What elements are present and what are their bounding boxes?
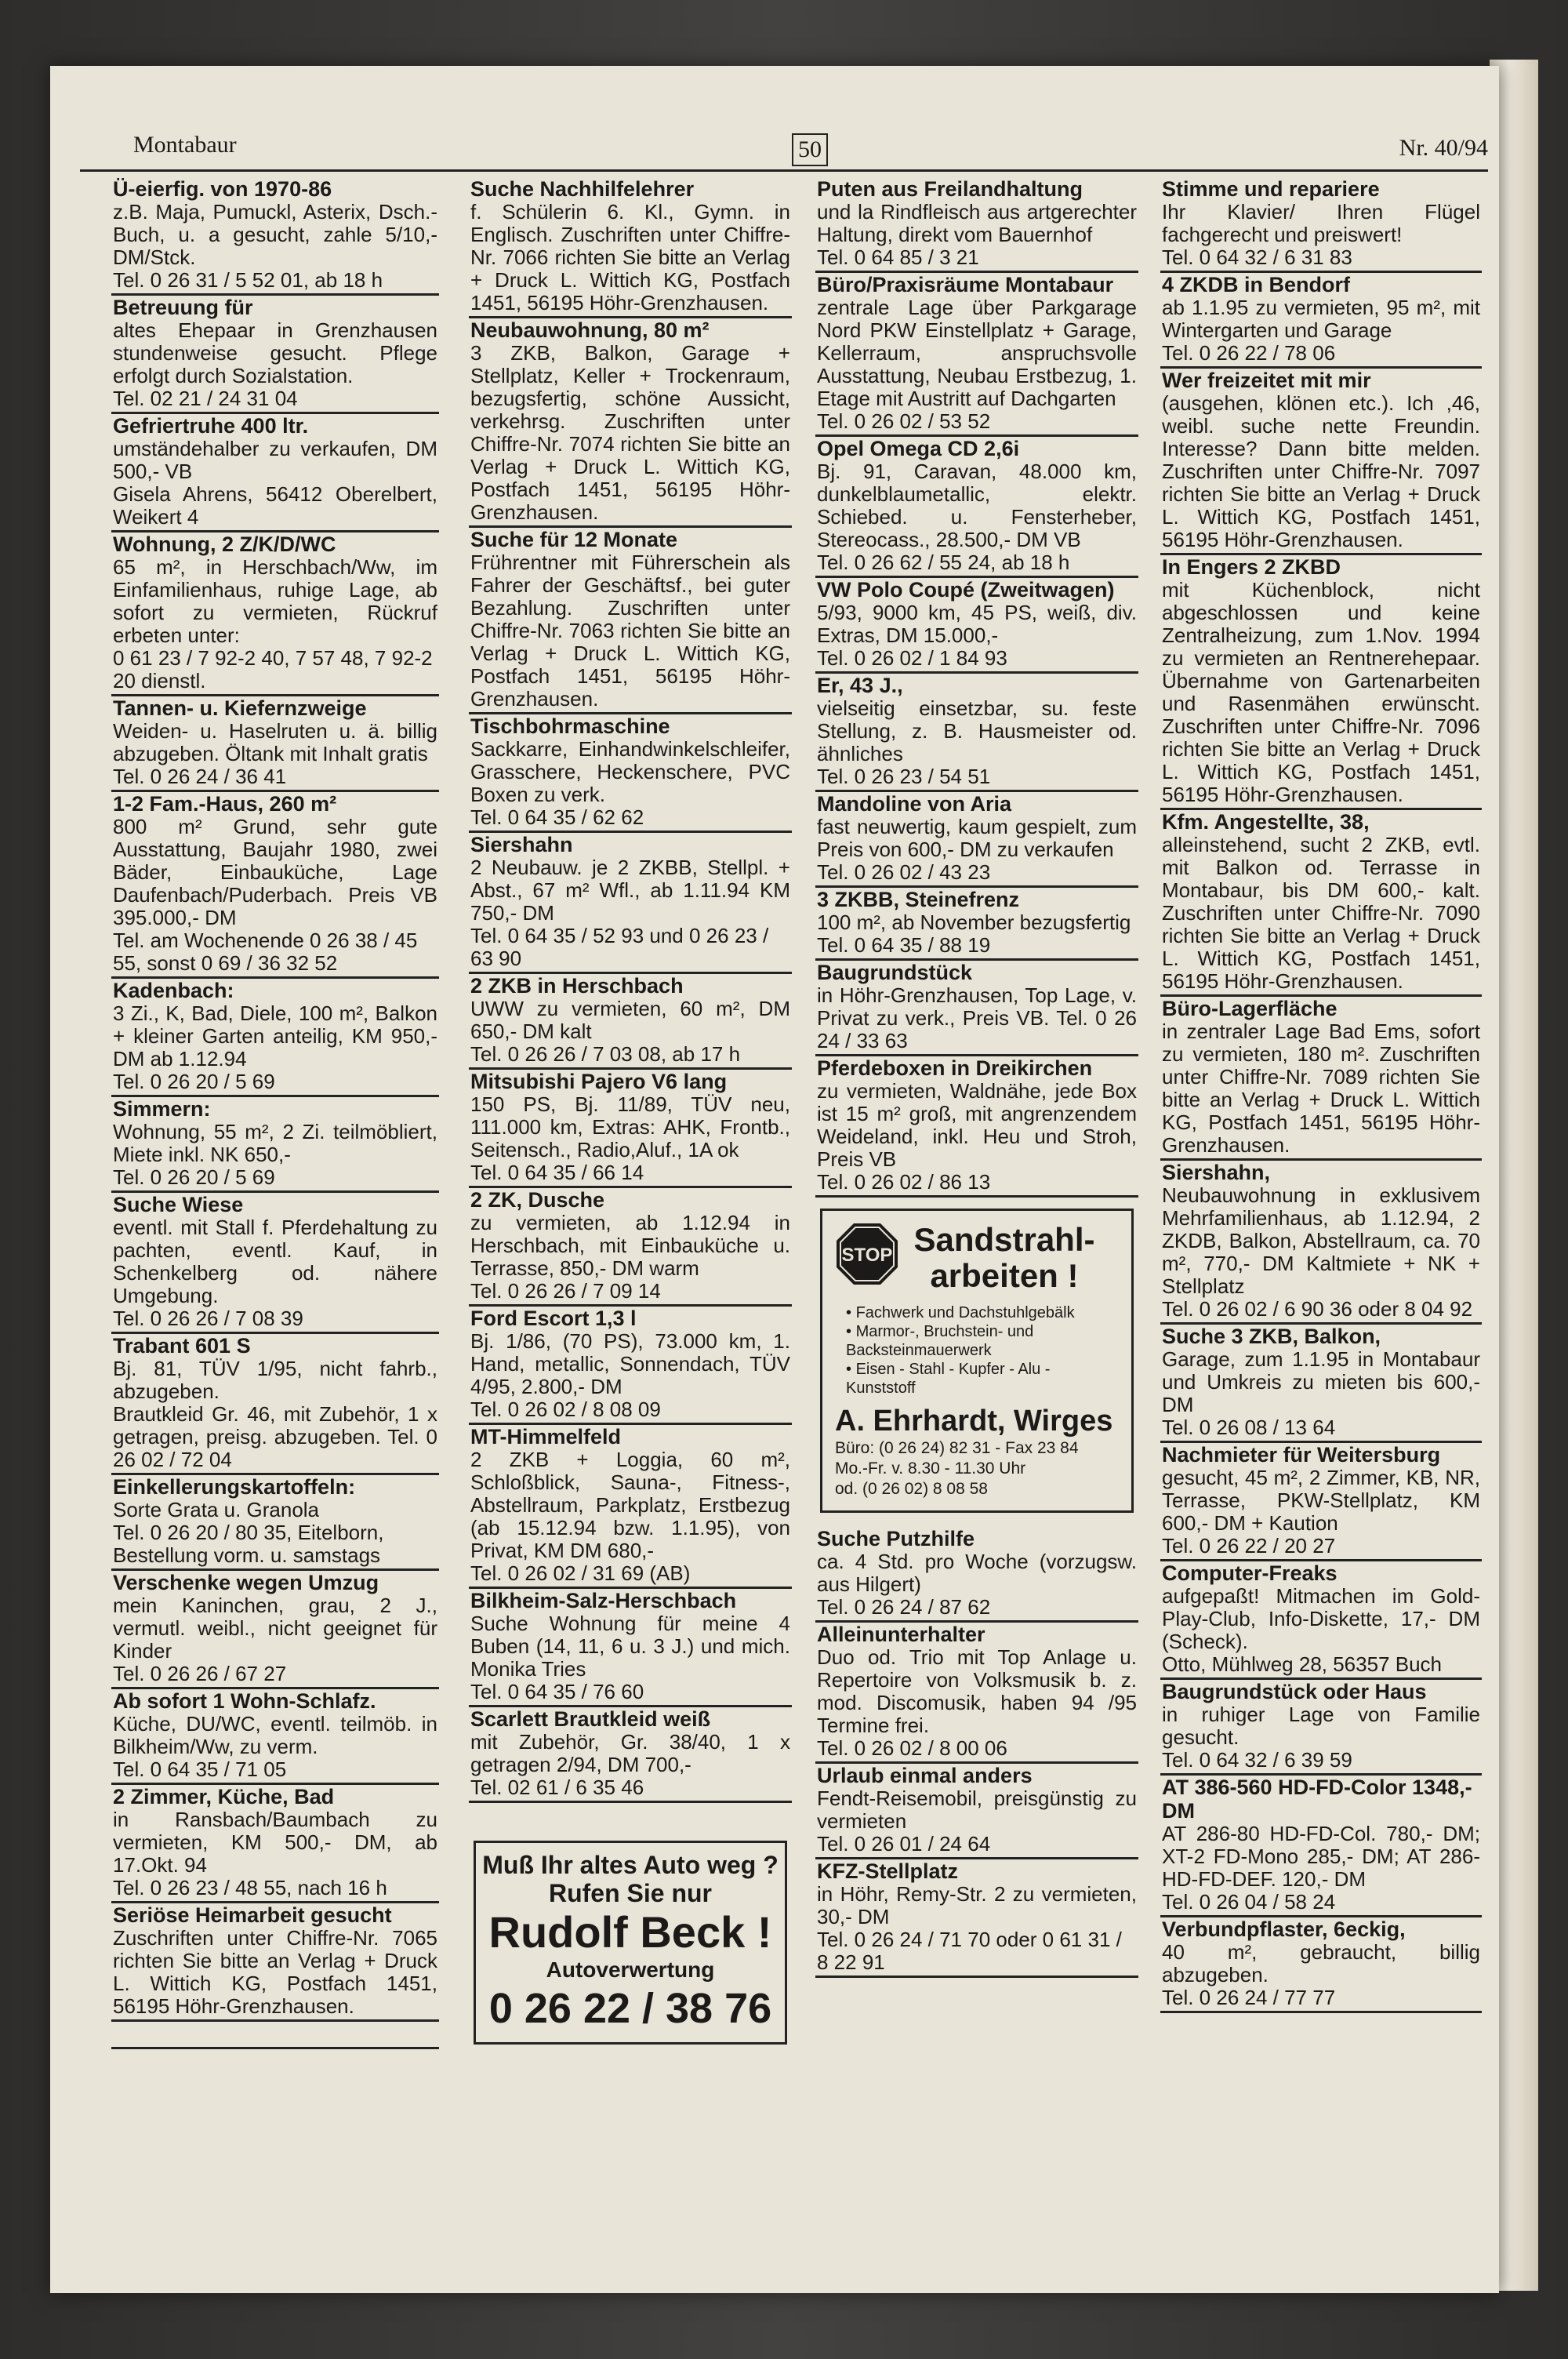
ad-text: AT 286-80 HD-FD-Col. 780,- DM; XT-2 FD-Mono 285,- DM; AT 286-HD-FD-DEF. 120,- DM — [1162, 1822, 1480, 1891]
classified-ad — [815, 1056, 1138, 1198]
ad-text: altes Ehepaar in Grenzhausen stundenweise gesucht. Pflege erfolgt durch Sozialstation. — [113, 318, 437, 387]
stop-headline — [913, 1222, 1094, 1294]
ad-text: mein Kaninchen, grau, 2 J., vermutl. weibl., nicht geeignet für Kinder — [113, 1594, 437, 1663]
ad-text: Tel. 0 26 26 / 67 27 — [113, 1662, 287, 1685]
ad-title: Ü-eierfig. von 1970-86 — [113, 177, 332, 201]
ad-text: Tel. 0 64 35 / 66 14 — [470, 1161, 644, 1184]
ad-text: Tel. 0 26 02 / 8 00 06 — [817, 1736, 1007, 1760]
ad-text: Wohnung, 55 m², 2 Zi. teilmöbliert, Miete inkl. NK 650,- — [113, 1120, 437, 1166]
ad-text: 65 m², in Herschbach/Ww, im Einfamilienhaus, ruhige Lage, ab sofort zu vermieten, Rückruf erbeten unter: — [113, 555, 437, 647]
ad-text: Suche Wohnung für meine 4 Buben (14, 11, 6 u. 3 J.) und mich. Monika Tries — [470, 1612, 790, 1681]
ad-text: 0 61 23 / 7 92-2 40, 7 57 48, 7 92-2 20 dienstl. — [113, 646, 433, 692]
issue-number: Nr. 40/94 — [1399, 135, 1488, 161]
ad-title: Suche Wiese — [113, 1193, 244, 1216]
ad-title: 3 ZKBB, Steinefrenz — [817, 888, 1020, 911]
ad-title: Verschenke wegen Umzug — [113, 1571, 379, 1594]
ad-text: 800 m² Grund, sehr gute Ausstattung, Baujahr 1980, zwei Bäder, Einbauküche, Lage Daufenbach/Puderbach. Preis VB 395.000,- DM — [113, 815, 437, 929]
ad-title: Simmern: — [113, 1097, 211, 1121]
ad-text: zentrale Lage über Parkgarage Nord PKW Einstellplatz + Garage, Kellerraum, anspruchsvolle Ausstattung, Neubau Erstbezug, 1. Etage mit Austritt auf Dachgarten — [817, 296, 1137, 410]
classified-ad — [469, 833, 792, 974]
ad-text: Tel. 0 26 24 / 87 62 — [817, 1595, 991, 1619]
ad-text: Tel. 0 64 35 / 62 62 — [470, 805, 644, 829]
ad-text: Neubauwohnung in exklusivem Mehrfamilienhaus, ab 1.12.94, 2 ZKDB, Balkon, Abstellraum, ca. 70 m², 770,- DM Kaltmiete + NK + Stellplatz — [1162, 1183, 1480, 1298]
ad-text: 2 ZKB + Loggia, 60 m², Schloßblick, Sauna-, Fitness-, Abstellraum, Parkplatz, Erstbezug (ab 15.12.94 bzw. 1.1.95), von Privat, KM DM 680,- — [470, 1448, 790, 1562]
ad-text: Tel. 0 26 62 / 55 24, ab 18 h — [817, 551, 1070, 574]
ad-title: Suche 3 ZKB, Balkon, — [1162, 1325, 1381, 1348]
classified-ad — [111, 792, 439, 979]
ad-title: Pferdeboxen in Dreikirchen — [817, 1056, 1093, 1080]
ad-text: Tel. 0 26 24 / 77 77 — [1162, 1986, 1336, 2009]
ad-text: mit Küchenblock, nicht abgeschlossen und keine Zentralheizung, zum 1.Nov. 1994 zu vermieten an Rentnerehepaar. Übernahme von Gartenarbeiten und Rasenmähen erwünscht. Zuschriften unter Chiffre-Nr. 7096 richten Sie bitte an Verlag + Druck L. Wittich KG, Postfach 1451, 56195 Höhr-Grenzhausen. — [1162, 578, 1480, 806]
ad-text: ab 1.1.95 zu vermieten, 95 m², mit Wintergarten und Garage — [1162, 296, 1480, 342]
stop-sign-text: STOP — [841, 1245, 893, 1266]
ad-title: Neubauwohnung, 80 m² — [470, 318, 710, 342]
classified-ad — [815, 1623, 1138, 1764]
ad-text: f. Schülerin 6. Kl., Gymn. in Englisch. Zuschriften unter Chiffre-Nr. 7066 richten Sie bitte an Verlag + Druck L. Wittich KG, Postfach 1451, 56195 Höhr-Grenzhausen. — [470, 200, 790, 314]
ad-text: in ruhiger Lage von Familie gesucht. — [1162, 1703, 1480, 1749]
classified-ad — [815, 437, 1138, 578]
ad-text: in Höhr, Remy-Str. 2 zu vermieten, 30,- DM — [817, 1882, 1137, 1928]
ad-text: 3 Zi., K, Bad, Diele, 100 m², Balkon + kleiner Garten anteilig, KM 950,- DM ab 1.12.94 — [113, 1001, 437, 1070]
ad-text: Fendt-Reisemobil, preisgünstig zu vermieten — [817, 1787, 1137, 1833]
ad-text: Tel. 0 26 02 / 1 84 93 — [817, 646, 1007, 670]
ad-text: Tel. 0 64 85 / 3 21 — [817, 245, 979, 269]
classified-ad — [815, 674, 1138, 792]
ad-title: Nachmieter für Weitersburg — [1162, 1443, 1441, 1467]
ad-text: Tel. 0 64 35 / 88 19 — [817, 933, 991, 957]
ad-title: Seriöse Heimarbeit gesucht — [113, 1903, 392, 1927]
ad-text: Küche, DU/WC, eventl. teilmöb. in Bilkheim/Ww, zu verm. — [113, 1712, 437, 1758]
ad-text: 3 ZKB, Balkon, Garage + Stellplatz, Keller + Trockenraum, bezugsfertig, schöne Aussicht, verkehrsg. Zuschriften unter Chiffre-Nr. 7074 richten Sie bitte an Verlag + Druck L. Wittich KG, Postfach 1451, 56195 Höhr-Grenzhausen. — [470, 341, 790, 524]
classified-ad — [469, 1707, 792, 1803]
classified-ad — [1160, 1161, 1482, 1325]
ad-title: 1-2 Fam.-Haus, 260 m² — [113, 792, 337, 816]
column-2-wrap — [469, 177, 792, 2248]
classified-ad — [111, 177, 439, 296]
ad-text: Tel. 0 26 08 / 13 64 — [1162, 1416, 1336, 1439]
ad-text: Tel. 0 26 02 / 53 52 — [817, 409, 991, 433]
ad-title: VW Polo Coupé (Zweitwagen) — [817, 578, 1115, 602]
ad-title: Suche Putzhilfe — [817, 1527, 975, 1550]
ad-text: (ausgehen, klönen etc.). Ich ,46, weibl. suche nette Freundin. Interesse? Dann bitte melden. Zuschriften unter Chiffre-Nr. 7097 richten Sie bitte an Verlag + Druck L. Wittich KG, Postfach 1451, 56195 Höhr-Grenzhausen. — [1162, 391, 1480, 551]
stop-item: • Eisen - Stahl - Kupfer - Alu - Kunststoff — [846, 1360, 1119, 1398]
page-number: 50 — [792, 133, 828, 166]
ad-text: 100 m², ab November bezugsfertig — [817, 911, 1131, 934]
ad-text: Tel. 0 26 02 / 8 08 09 — [470, 1398, 661, 1421]
ad-title: Er, 43 J., — [817, 674, 903, 697]
beck-sub: Autoverwertung — [546, 1957, 715, 1982]
stop-hours: Mo.-Fr. v. 8.30 - 11.30 Uhr — [835, 1459, 1026, 1478]
ad-text: und la Rindfleisch aus artgerechter Haltung, direkt vom Bauernhof — [817, 200, 1137, 246]
ad-title: Betreuung für — [113, 296, 253, 319]
ad-text: z.B. Maja, Pumuckl, Asterix, Dsch.-Buch, u. a gesucht, zahle 5/10,- DM/Stck. — [113, 200, 437, 269]
classified-ad — [1160, 555, 1482, 810]
ad-text: Tel. 0 26 02 / 6 90 36 oder 8 04 92 — [1162, 1297, 1473, 1321]
classified-ad — [111, 1571, 439, 1689]
ad-title: Stimme und repariere — [1162, 177, 1380, 201]
classified-ad — [111, 1475, 439, 1571]
ad-title: Trabant 601 S — [113, 1334, 251, 1358]
ad-title: Büro-Lagerfläche — [1162, 997, 1338, 1020]
ad-text: in Höhr-Grenzhausen, Top Lage, v. Privat zu verk., Preis VB. Tel. 0 26 24 / 33 63 — [817, 983, 1137, 1052]
ad-title: Verbundpflaster, 6eckig, — [1162, 1917, 1406, 1941]
classified-ad — [815, 792, 1138, 888]
ad-text: Tel. 0 26 26 / 7 09 14 — [470, 1279, 661, 1303]
ad-title: Wer freizeitet mit mir — [1162, 369, 1371, 392]
ad-text: Tel. 0 26 02 / 43 23 — [817, 860, 991, 884]
ad-title: Mandoline von Aria — [817, 792, 1012, 816]
ad-text: Tel. 0 26 20 / 80 35, Eitelborn, Bestellung vorm. u. samstags — [113, 1521, 384, 1567]
ad-text: Weiden- u. Haselruten u. ä. billig abzugeben. Öltank mit Inhalt gratis — [113, 719, 437, 765]
ad-title: Wohnung, 2 Z/K/D/WC — [113, 533, 336, 556]
ad-title: Siershahn, — [1162, 1161, 1271, 1184]
classified-ad — [1160, 369, 1482, 555]
ad-text: Garage, zum 1.1.95 in Montabaur und Umkreis zu mieten bis 600,- DM — [1162, 1347, 1480, 1416]
classified-ad — [469, 528, 792, 714]
classified-ad — [1160, 273, 1482, 369]
ad-title: AT 386-560 HD-FD-Color 1348,- DM — [1162, 1776, 1472, 1823]
ad-text: Tel. 0 26 20 / 5 69 — [113, 1165, 275, 1189]
ad-text: Tel. 0 26 02 / 86 13 — [817, 1170, 991, 1194]
ad-text: 2 Neubauw. je 2 ZKBB, Stellpl. + Abst., 67 m² Wfl., ab 1.11.94 KM 750,- DM — [470, 856, 790, 925]
ad-title: Kfm. Angestellte, 38, — [1162, 810, 1370, 834]
ad-title: Computer-Freaks — [1162, 1561, 1338, 1585]
ad-text: 40 m², gebraucht, billig abzugeben. — [1162, 1940, 1480, 1986]
ad-text: Tel. 0 26 04 / 58 24 — [1162, 1890, 1336, 1914]
ad-text: mit Zubehör, Gr. 38/40, 1 x getragen 2/94, DM 700,- — [470, 1730, 790, 1776]
column-3-top — [815, 177, 1138, 1198]
ad-title: 2 Zimmer, Küche, Bad — [113, 1785, 335, 1808]
stop-head1: Sandstrahl- — [913, 1221, 1095, 1258]
ad-text: Tel. 02 21 / 24 31 04 — [113, 387, 298, 410]
beck-line2: Rufen Sie nur — [548, 1879, 712, 1907]
ad-text: Tel. 0 64 35 / 52 93 und 0 26 23 / 63 90 — [470, 924, 769, 970]
ad-title: Tischbohrmaschine — [470, 714, 670, 738]
ad-title: Urlaub einmal anders — [817, 1764, 1033, 1787]
sandstrahl-advert — [820, 1209, 1134, 1513]
ad-text: 5/93, 9000 km, 45 PS, weiß, div. Extras, DM 15.000,- — [817, 601, 1137, 647]
classified-ad — [111, 296, 439, 414]
ad-title: Suche für 12 Monate — [470, 528, 678, 551]
stop-head2: arbeiten ! — [930, 1257, 1079, 1294]
ad-text: zu vermieten, Waldnähe, jede Box ist 15 m² groß, mit angrenzendem Weideland, inkl. Heu und Stroh, Preis VB — [817, 1079, 1137, 1171]
ad-text: Tel. 0 26 26 / 7 08 39 — [113, 1307, 303, 1330]
header-place: Montabaur — [133, 132, 237, 158]
ad-title: Ab sofort 1 Wohn-Schlafz. — [113, 1689, 376, 1713]
classified-ad — [111, 696, 439, 792]
beck-name: Rudolf Beck ! — [488, 1907, 772, 1957]
ad-title: 2 ZK, Dusche — [470, 1188, 605, 1212]
column-4 — [1160, 177, 1482, 2248]
ad-text: Tel. 0 64 32 / 6 39 59 — [1162, 1748, 1352, 1772]
column-3-bottom — [815, 1527, 1138, 1978]
ad-title: In Engers 2 ZKBD — [1162, 555, 1341, 579]
column-2 — [469, 177, 792, 1803]
ad-text: Bj. 81, TÜV 1/95, nicht fahrb., abzugeben. — [113, 1357, 437, 1403]
ad-title: 2 ZKB in Herschbach — [470, 974, 684, 998]
ad-text: Tel. am Wochenende 0 26 38 / 45 55, sonst 0 69 / 36 32 52 — [113, 929, 418, 975]
classified-ad — [1160, 1917, 1482, 2013]
ad-text: eventl. mit Stall f. Pferdehaltung zu pachten, eventl. Kauf, in Schenkelberg od. nähere Umgebung. — [113, 1216, 437, 1307]
stop-office: Büro: (0 26 24) 82 31 - Fax 23 84 — [835, 1439, 1079, 1457]
ad-text: Tel. 0 26 23 / 48 55, nach 16 h — [113, 1876, 387, 1899]
ad-text: Sorte Grata u. Granola — [113, 1498, 320, 1521]
ad-title: Bilkheim-Salz-Herschbach — [470, 1589, 737, 1612]
ad-title: Kadenbach: — [113, 979, 234, 1002]
ad-text: Bj. 91, Caravan, 48.000 km, dunkelblaumetallic, elektr. Schiebed. u. Fensterheber, Stereocass., 28.500,- DM VB — [817, 460, 1137, 551]
ad-text: Tel. 0 26 24 / 36 41 — [113, 765, 287, 788]
stop-firm: A. Ehrhardt, Wirges — [835, 1405, 1113, 1438]
classified-ad — [815, 1527, 1138, 1623]
ad-text: Tel. 0 26 01 / 24 64 — [817, 1832, 991, 1856]
classified-ad — [111, 1334, 439, 1475]
classified-ad — [469, 1070, 792, 1188]
classified-ad — [111, 1903, 439, 2022]
ad-title: Baugrundstück oder Haus — [1162, 1680, 1427, 1703]
classified-ad — [1160, 1680, 1482, 1776]
ad-title: Einkellerungskartoffeln: — [113, 1475, 356, 1499]
stop-item: • Marmor-, Bruchstein- und Backsteinmauerwerk — [846, 1322, 1119, 1360]
ad-title: Büro/Praxisräume Montabaur — [817, 273, 1114, 296]
ad-text: in zentraler Lage Bad Ems, sofort zu vermieten, 180 m². Zuschriften unter Chiffre-Nr. 7089 richten Sie bitte an Verlag + Druck L. Wittich KG, Postfach 1451, 56195 Höhr-Grenzhausen. — [1162, 1020, 1480, 1157]
stop-sign-icon — [835, 1222, 899, 1286]
ad-title: Baugrundstück — [817, 961, 973, 984]
ad-text: Tel. 0 26 22 / 78 06 — [1162, 341, 1336, 365]
classified-ad — [1160, 177, 1482, 273]
ad-title: Siershahn — [470, 833, 573, 856]
ad-text: Tel. 0 26 02 / 31 69 (AB) — [470, 1561, 691, 1585]
classified-ad — [1160, 1443, 1482, 1561]
ad-title: Ford Escort 1,3 l — [470, 1307, 637, 1330]
ad-text: in Ransbach/Baumbach zu vermieten, KM 500,- DM, ab 17.Okt. 94 — [113, 1808, 437, 1877]
classified-ad — [1160, 1776, 1482, 1917]
ad-text: Tel. 0 64 32 / 6 31 83 — [1162, 245, 1352, 269]
classified-ad — [111, 1097, 439, 1193]
classified-ad — [111, 1193, 439, 1334]
classified-ad — [1160, 1325, 1482, 1443]
classified-ad — [815, 1764, 1138, 1859]
ad-text: Frührentner mit Führerschein als Fahrer der Geschäftsf., bei guter Bezahlung. Zuschriften unter Chiffre-Nr. 7063 richten Sie bitte an Verlag + Druck L. Wittich KG, Postfach 1451, 56195 Höhr-Grenzhausen. — [470, 551, 790, 711]
ad-title: Opel Omega CD 2,6i — [817, 437, 1020, 460]
classified-ad — [469, 1589, 792, 1707]
classified-ad — [111, 533, 439, 696]
classified-ad — [469, 318, 792, 528]
ad-text: Duo od. Trio mit Top Anlage u. Repertoire von Volksmusik b. z. mod. Discomusik, haben 94 /95 Termine frei. — [817, 1645, 1137, 1737]
beck-line1: Muß Ihr altes Auto weg ? — [482, 1851, 779, 1879]
ad-text: Tel. 0 26 22 / 20 27 — [1162, 1534, 1336, 1558]
ad-text: 150 PS, Bj. 11/89, TÜV neu, 111.000 km, Extras: AHK, Frontb., Seitensch., Radio,Aluf., 1A ok — [470, 1092, 790, 1161]
ad-text: Brautkleid Gr. 46, mit Zubehör, 1 x getragen, preisg. abzugeben. Tel. 0 26 02 / 72 04 — [113, 1402, 437, 1471]
stop-alt-phone: od. (0 26 02) 8 08 58 — [835, 1480, 988, 1498]
ad-text: Tel. 0 26 23 / 54 51 — [817, 765, 991, 788]
column-1 — [111, 177, 439, 2248]
ad-text: Otto, Mühlweg 28, 56357 Buch — [1162, 1652, 1443, 1676]
ad-text: vielseitig einsetzbar, su. feste Stellung, z. B. Hausmeister od. ähnliches — [817, 696, 1137, 765]
ad-text: Zuschriften unter Chiffre-Nr. 7065 richten Sie bitte an Verlag + Druck L. Wittich KG, Postfach 1451, 56195 Höhr-Grenzhausen. — [113, 1926, 437, 2018]
ad-text: Tel. 0 26 20 / 5 69 — [113, 1070, 275, 1093]
ad-text: Ihr Klavier/ Ihren Flügel fachgerecht und preiswert! — [1162, 200, 1480, 246]
classified-ad — [815, 578, 1138, 674]
ad-text: Tel. 0 64 35 / 76 60 — [470, 1680, 644, 1703]
classified-ad — [469, 177, 792, 318]
ad-title: Gefriertruhe 400 ltr. — [113, 414, 309, 438]
ad-text: Tel. 0 64 35 / 71 05 — [113, 1757, 287, 1781]
column-3-wrap — [815, 177, 1138, 2248]
ad-title: Suche Nachhilfelehrer — [470, 177, 695, 201]
ad-text: alleinstehend, sucht 2 ZKB, evtl. mit Balkon od. Terrasse in Montabaur, bis DM 600,- kalt. Zuschriften unter Chiffre-Nr. 7090 richten Sie bitte an Verlag + Druck L. Wittich KG, Postfach 1451, 56195 Höhr-Grenzhausen. — [1162, 833, 1480, 993]
ad-text: Bj. 1/86, (70 PS), 73.000 km, 1. Hand, metallic, Sonnendach, TÜV 4/95, 2.800,- DM — [470, 1329, 790, 1398]
classified-ad — [815, 961, 1138, 1056]
ad-title: 4 ZKDB in Bendorf — [1162, 273, 1350, 296]
classified-ad — [469, 714, 792, 833]
ad-text: aufgepaßt! Mitmachen im Gold-Play-Club, Info-Diskette, 17,- DM (Scheck). — [1162, 1584, 1480, 1653]
classified-ad — [469, 1425, 792, 1589]
classified-ad — [815, 177, 1138, 273]
ad-text: umständehalber zu verkaufen, DM 500,- VB — [113, 437, 437, 483]
classified-ad — [111, 414, 439, 533]
ad-title: Alleinunterhalter — [817, 1623, 985, 1646]
ad-title: Scarlett Brautkleid weiß — [470, 1707, 711, 1731]
beck-phone: 0 26 22 / 38 76 — [488, 1985, 772, 2032]
beck-advert — [474, 1841, 787, 2045]
classified-ad — [815, 273, 1138, 437]
ad-text: Tel. 0 26 31 / 5 52 01, ab 18 h — [113, 268, 383, 292]
classified-ad — [469, 1307, 792, 1425]
ad-text: Tel. 0 26 26 / 7 03 08, ab 17 h — [470, 1042, 741, 1066]
ad-text: Tel. 0 26 24 / 71 70 oder 0 61 31 / 8 22 91 — [817, 1928, 1122, 1974]
stop-item: • Fachwerk und Dachstuhlgebälk — [846, 1303, 1119, 1322]
ad-text: UWW zu vermieten, 60 m², DM 650,- DM kalt — [470, 997, 790, 1043]
ad-text: zu vermieten, ab 1.12.94 in Herschbach, mit Einbauküche u. Terrasse, 850,- DM warm — [470, 1211, 790, 1280]
stop-items — [835, 1303, 1119, 1398]
ad-title: Puten aus Freilandhaltung — [817, 177, 1083, 201]
ad-text: ca. 4 Std. pro Woche (vorzugsw. aus Hilgert) — [817, 1550, 1137, 1596]
ad-title: MT-Himmelfeld — [470, 1425, 622, 1448]
ad-text: gesucht, 45 m², 2 Zimmer, KB, NR, Terrasse, PKW-Stellplatz, KM 600,- DM + Kaution — [1162, 1466, 1480, 1535]
classified-ad — [1160, 810, 1482, 997]
ad-text: Sackkarre, Einhandwinkelschleifer, Grasschere, Heckenschere, PVC Boxen zu verk. — [470, 737, 790, 806]
classified-ad — [111, 979, 439, 1097]
classified-ad — [111, 2022, 439, 2049]
ad-text: Gisela Ahrens, 56412 Oberelbert, Weikert 4 — [113, 482, 437, 529]
ad-title: KFZ-Stellplatz — [817, 1859, 958, 1883]
classified-ad — [815, 888, 1138, 961]
ad-text: Tel. 02 61 / 6 35 46 — [470, 1776, 644, 1799]
classified-ad — [469, 974, 792, 1070]
ad-title: Mitsubishi Pajero V6 lang — [470, 1070, 728, 1093]
classified-ad — [111, 1689, 439, 1785]
classified-ad — [469, 1188, 792, 1307]
classified-ad — [1160, 997, 1482, 1161]
page-header — [80, 132, 1488, 172]
ad-text: fast neuwertig, kaum gespielt, zum Preis von 600,- DM zu verkaufen — [817, 815, 1137, 861]
classified-ad — [111, 1785, 439, 1903]
classified-ad — [815, 1859, 1138, 1978]
classified-ad — [1160, 1561, 1482, 1680]
ad-title: Tannen- u. Kiefernzweige — [113, 696, 367, 720]
